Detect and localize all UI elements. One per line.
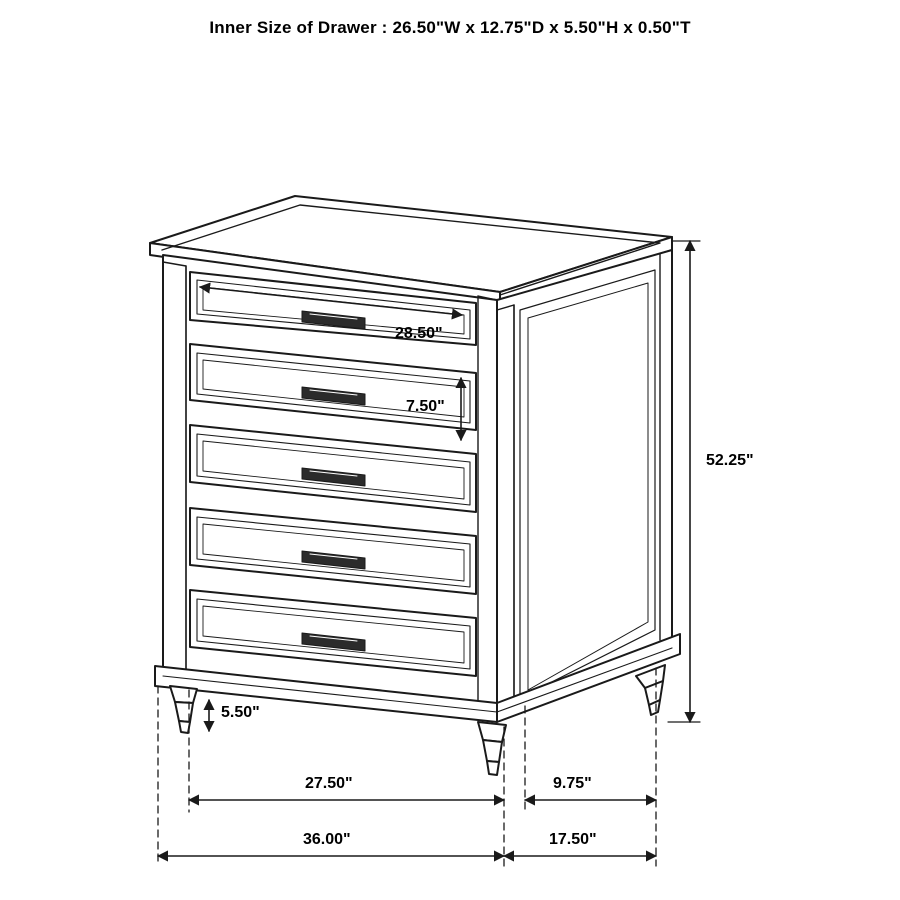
label-leg-height: 5.50" (221, 704, 260, 721)
label-side-inner-depth: 9.75" (553, 775, 592, 792)
chest-side-panel (497, 250, 672, 712)
leg-front-left (170, 686, 197, 733)
label-total-width: 36.00" (303, 831, 351, 848)
label-total-depth: 17.50" (549, 831, 597, 848)
label-drawer-height: 7.50" (406, 398, 445, 415)
label-drawer-width: 28.50" (395, 325, 443, 342)
page-title: Inner Size of Drawer : 26.50"W x 12.75"D x 5.50"H x 0.50"T (209, 18, 691, 37)
label-total-height: 52.25" (706, 452, 754, 469)
leg-front-right (478, 722, 506, 775)
label-front-inner-width: 27.50" (305, 775, 353, 792)
leg-back-right (636, 665, 665, 715)
